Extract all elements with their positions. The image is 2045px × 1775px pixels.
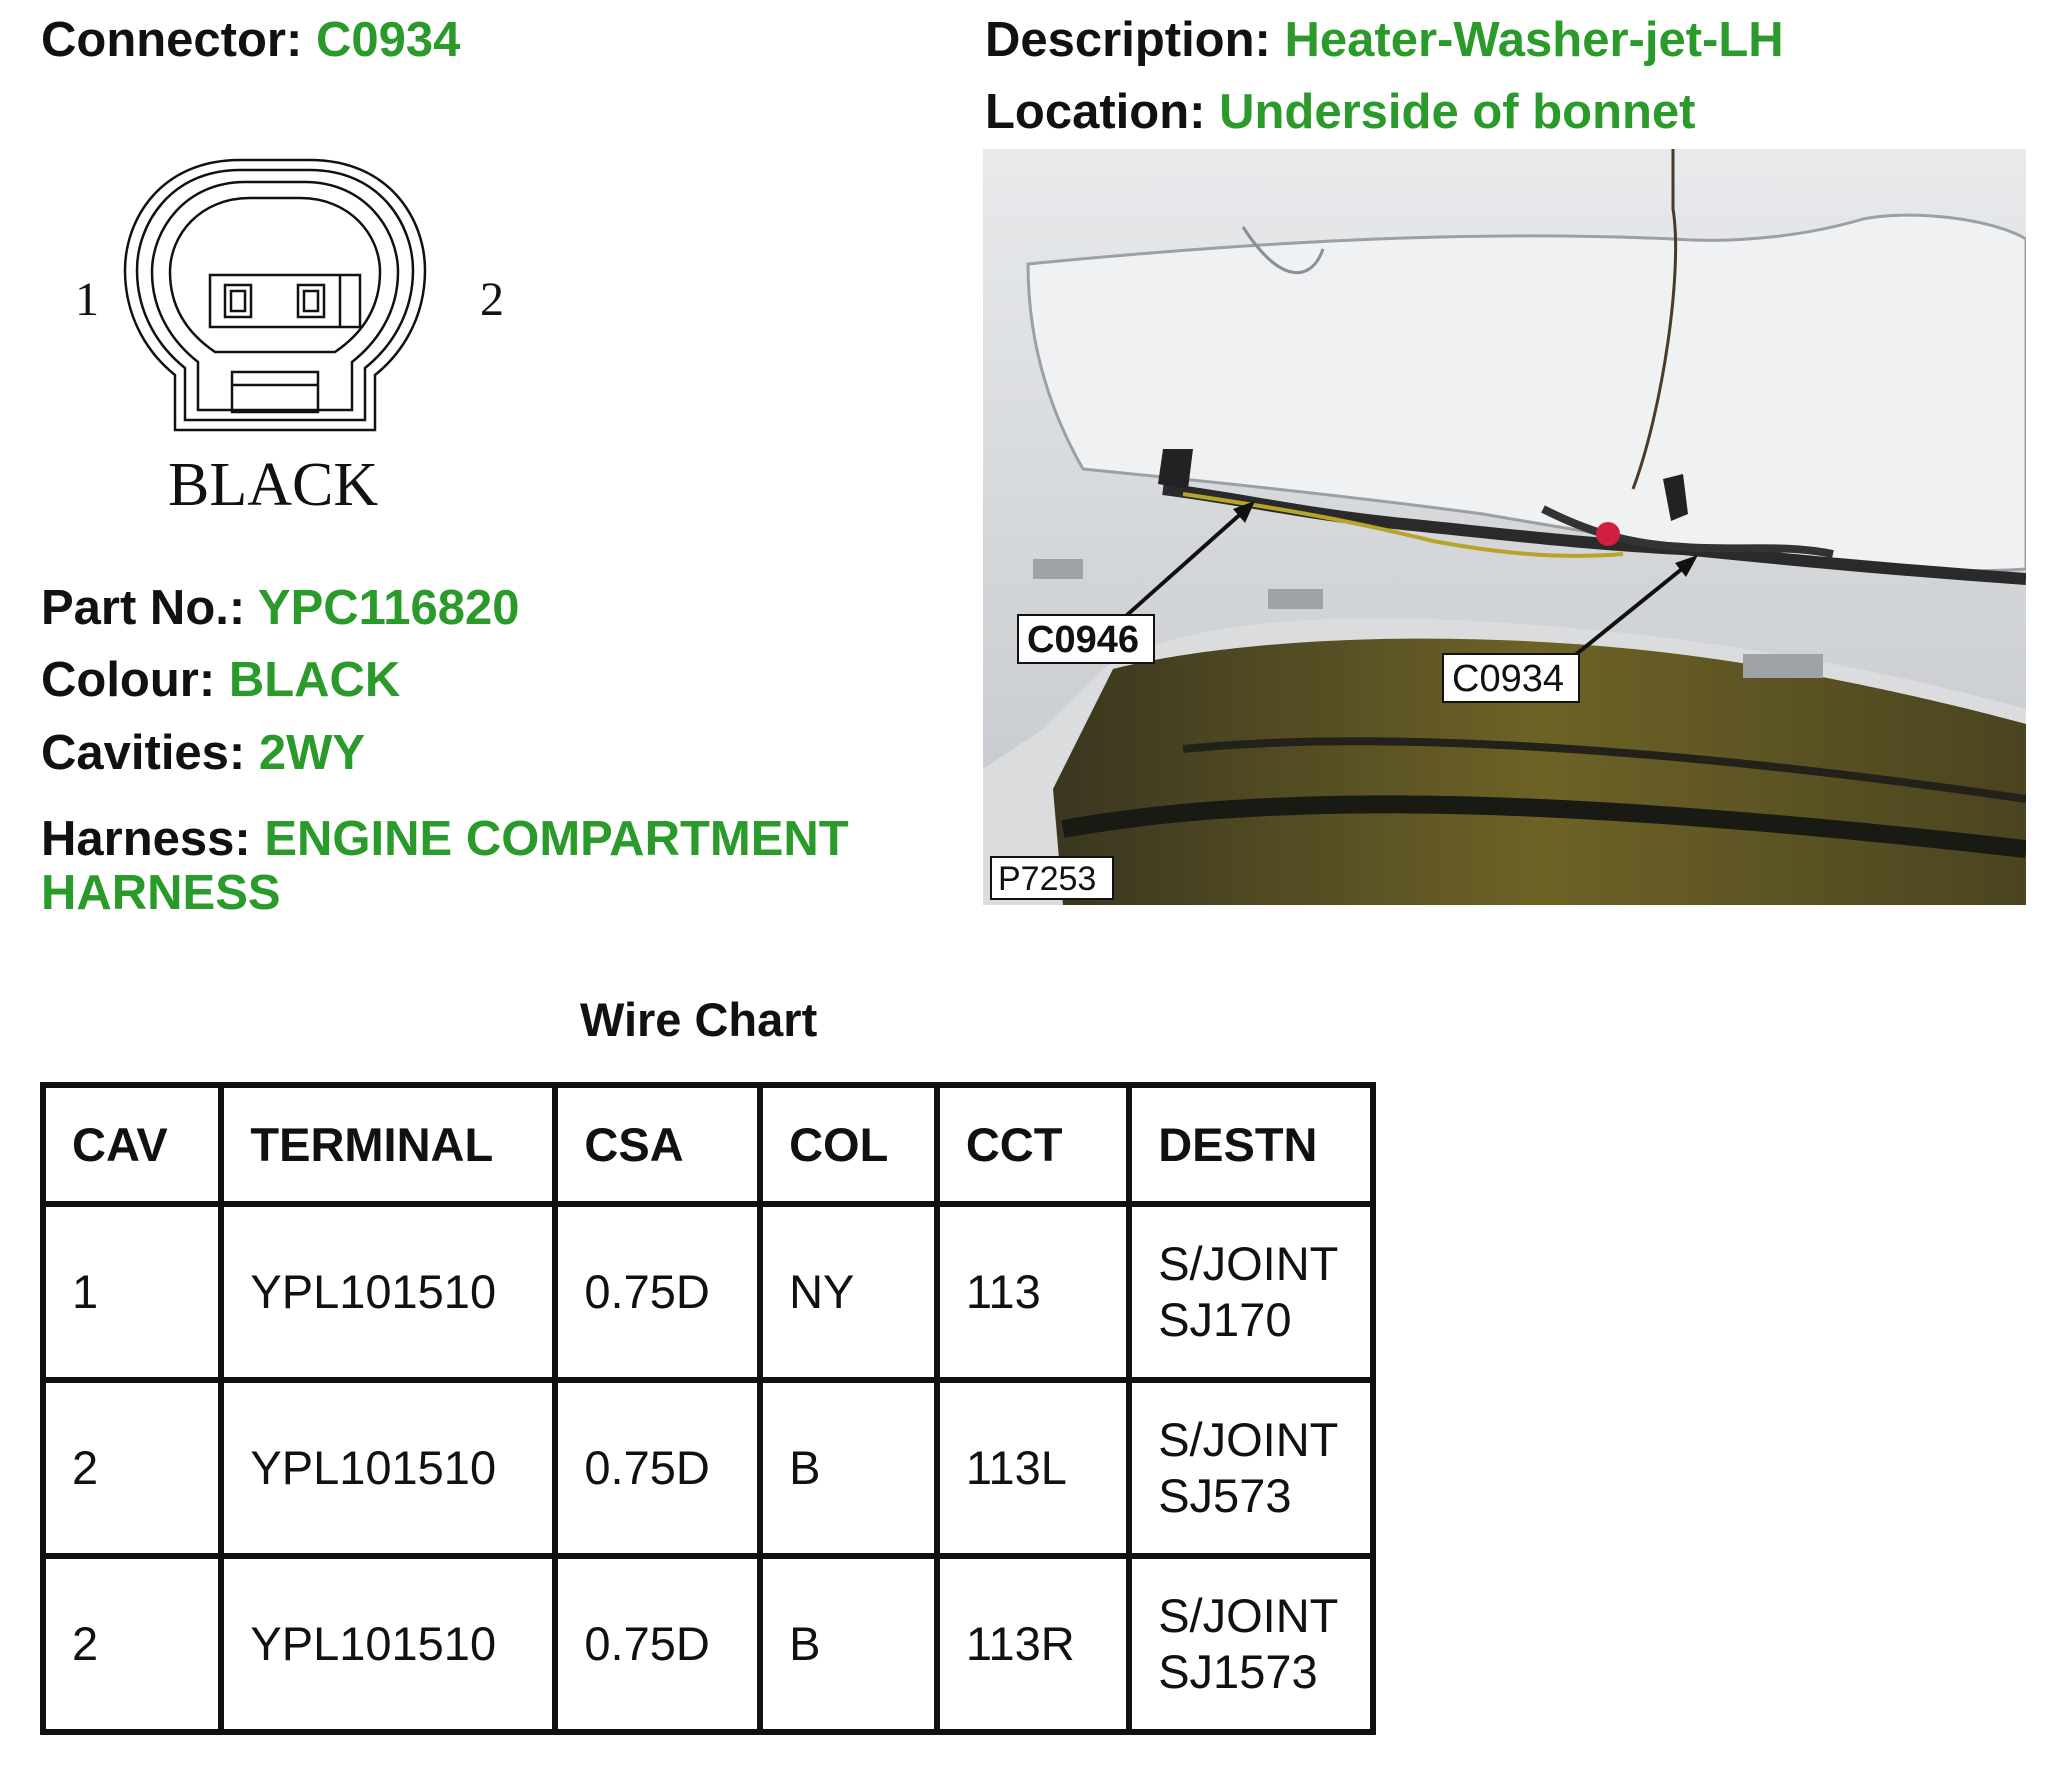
connector-value: C0934 [315, 13, 461, 67]
callout-c0934: C0934 [1452, 658, 1564, 700]
table-row [43, 1204, 1373, 1380]
header-csa: CSA [555, 1085, 760, 1204]
header-col: COL [760, 1085, 937, 1204]
cell-col: B [760, 1556, 937, 1732]
connector-color-label: BLACK [168, 451, 379, 519]
table-row [43, 1556, 1373, 1732]
connector-field [41, 12, 460, 68]
callout-c0946: C0946 [1027, 619, 1139, 661]
cavities-value: 2WY [258, 726, 366, 780]
cavities-field [41, 725, 365, 781]
location-field [985, 84, 1696, 140]
cell-destn [1129, 1556, 1373, 1732]
cell-col: B [760, 1380, 937, 1556]
photo-id-label: P7253 [998, 860, 1097, 898]
cell-cav: 2 [43, 1380, 221, 1556]
cell-csa: 0.75D [555, 1380, 760, 1556]
description-value: Heater-Washer-jet-LH [1284, 13, 1784, 67]
header-destn: DESTN [1129, 1085, 1373, 1204]
table-row [43, 1380, 1373, 1556]
connector-face-diagram [40, 130, 560, 550]
destn-line-2: SJ170 [1158, 1293, 1292, 1346]
cell-destn [1129, 1204, 1373, 1380]
colour-label: Colour: [41, 653, 216, 707]
cell-cav: 2 [43, 1556, 221, 1732]
colour-value: BLACK [228, 653, 401, 707]
cell-terminal: YPL101510 [221, 1204, 555, 1380]
harness-label: Harness: [41, 812, 251, 866]
destn-line-1: S/JOINT [1158, 1589, 1339, 1642]
location-label: Location: [985, 85, 1206, 139]
pin-2-label: 2 [480, 273, 504, 326]
cell-col: NY [760, 1204, 937, 1380]
colour-field [41, 652, 400, 708]
cell-cct: 113 [937, 1204, 1129, 1380]
description-label: Description: [985, 13, 1271, 67]
cell-terminal: YPL101510 [221, 1556, 555, 1732]
part-number-field [41, 580, 519, 636]
destn-line-2: SJ573 [1158, 1469, 1292, 1522]
cell-csa: 0.75D [555, 1556, 760, 1732]
destn-line-2: SJ1573 [1158, 1645, 1318, 1698]
cell-cct: 113R [937, 1556, 1129, 1732]
connector-label: Connector: [41, 13, 303, 67]
wire-chart-table [40, 1082, 1376, 1735]
cell-cct: 113L [937, 1380, 1129, 1556]
location-value: Underside of bonnet [1219, 85, 1696, 139]
location-photo [983, 149, 2026, 905]
cell-csa: 0.75D [555, 1204, 760, 1380]
harness-value: ENGINE COMPARTMENT HARNESS [41, 812, 849, 920]
pin-1-label: 1 [75, 273, 99, 326]
destn-line-1: S/JOINT [1158, 1413, 1339, 1466]
header-terminal: TERMINAL [221, 1085, 555, 1204]
header-cav: CAV [43, 1085, 221, 1204]
header-cct: CCT [937, 1085, 1129, 1204]
cell-terminal: YPL101510 [221, 1380, 555, 1556]
cell-cav: 1 [43, 1204, 221, 1380]
cell-destn [1129, 1380, 1373, 1556]
cavities-label: Cavities: [41, 726, 246, 780]
wire-chart-title: Wire Chart [580, 993, 818, 1046]
table-header-row [43, 1085, 1373, 1204]
part-number-value: YPC116820 [257, 581, 520, 635]
destn-line-1: S/JOINT [1158, 1237, 1339, 1290]
part-number-label: Part No.: [41, 581, 246, 635]
harness-field [41, 812, 921, 920]
description-field [985, 12, 1784, 68]
